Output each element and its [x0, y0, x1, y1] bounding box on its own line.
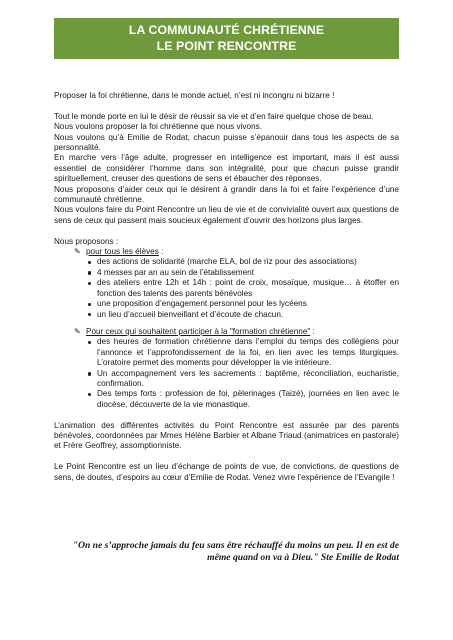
- title-banner: [54, 18, 399, 59]
- section-title: Pour ceux qui souhaitent participer à la "formation chrétienne": [86, 326, 311, 336]
- section-list: [86, 337, 399, 410]
- title-line-1: LA COMMUNAUTÉ CHRÉTIENNE: [128, 23, 325, 37]
- body-line: Nous voulons faire du Point Rencontre un lieu de vie et de convivialité ouvert aux questions de sens de ceux qui passent mais soucieux également d’ouvrir des horizons plus larges.: [54, 205, 399, 225]
- list-item: des heures de formation chrétienne dans l’emploi du temps des collégiens pour l’annonce et l’approfondissement de la foi, en lien avec les temps liturgiques. L’oratoire permet des moments pour développer la vie intérieure.: [86, 337, 399, 368]
- list-item: Des temps forts : profession de foi, pèlerinages (Taizé), journées en lien avec le diocèse, découverte de la vie monastique.: [86, 389, 399, 410]
- animation-paragraph: L’animation des différentes activités du Point Rencontre est assurée par des parents bénévoles, coordonnées par Mmes Hélène Barbier et Albane Triaud (animatrices en pastorale) et Frère Geoffrey, assomptionniste.: [54, 420, 399, 451]
- pencil-icon: ✎: [74, 326, 81, 336]
- section-heading: [74, 247, 399, 257]
- section-title: pour tous les élèves: [86, 247, 159, 257]
- section-suffix: :: [310, 326, 315, 336]
- quote-line-1: "On ne s’approche jamais du feu sans être réchauffé du moins un peu. Il en est de: [72, 540, 399, 551]
- list-item: Un accompagnement vers les sacrements : baptême, réconciliation, eucharistie, confirmation.: [86, 369, 399, 390]
- list-item: des actions de solidarité (marche ELA, bol de riz pour des associations): [86, 257, 399, 267]
- body-line: Tout le monde porte en lui le désir de réussir sa vie et d’en faire quelque chose de beau.: [54, 111, 374, 121]
- body-line: Nous voulons proposer la foi chrétienne que nous vivons.: [54, 122, 262, 132]
- section-heading: [74, 327, 399, 337]
- list-item: 4 messes par an au sein de l’établissement: [86, 268, 399, 278]
- document-body: [54, 91, 399, 483]
- quote-line-2: même quand on va à Dieu." Ste Emilie de Rodat: [207, 552, 399, 563]
- proposals-label: Nous proposons :: [54, 236, 119, 246]
- closing-quote: [54, 540, 399, 564]
- body-line: En marche vers l’âge adulte, progresser en intelligence est important, mais il est aussi essentiel de considérer l’homme dans son intégralité, pour que chacun puisse grandir spirituellement, creuser des questions de sens et ébaucher des réponses.: [54, 153, 399, 184]
- section-suffix: :: [158, 247, 164, 257]
- list-item: un lieu d’accueil bienveillant et d’écoute de chacun.: [86, 310, 399, 320]
- pencil-icon: ✎: [74, 247, 81, 257]
- title-line-2: LE POINT RENCONTRE: [156, 39, 297, 53]
- intro-paragraph: Proposer la foi chrétienne, dans le monde actuel, n’est ni incongru ni bizarre !: [54, 91, 335, 100]
- body-line: Nous proposons d’aider ceux qui le désirent à grandir dans la foi et faire l’expérience d’une communauté chrétienne.: [54, 184, 399, 205]
- closing-paragraph: Le Point Rencontre est un lieu d’échange de points de vue, de convictions, de questions de sens, de doutes, d’espoirs au cœur d’Emilie de Rodat. Venez vivre l’expérience de l’Evangile !: [54, 462, 399, 482]
- list-item: une proposition d’engagement personnel pour les lycéens: [86, 299, 399, 309]
- list-item: des ateliers entre 12h et 14h : point de croix, mosaïque, musique… à étoffer en fonction des talents des parents bénévoles: [86, 278, 399, 299]
- section-list: [86, 257, 399, 319]
- body-line: Nous voulons qu’à Emilie de Rodat, chacun puisse s’épanouir dans tous les aspects de sa personnalité.: [54, 132, 399, 153]
